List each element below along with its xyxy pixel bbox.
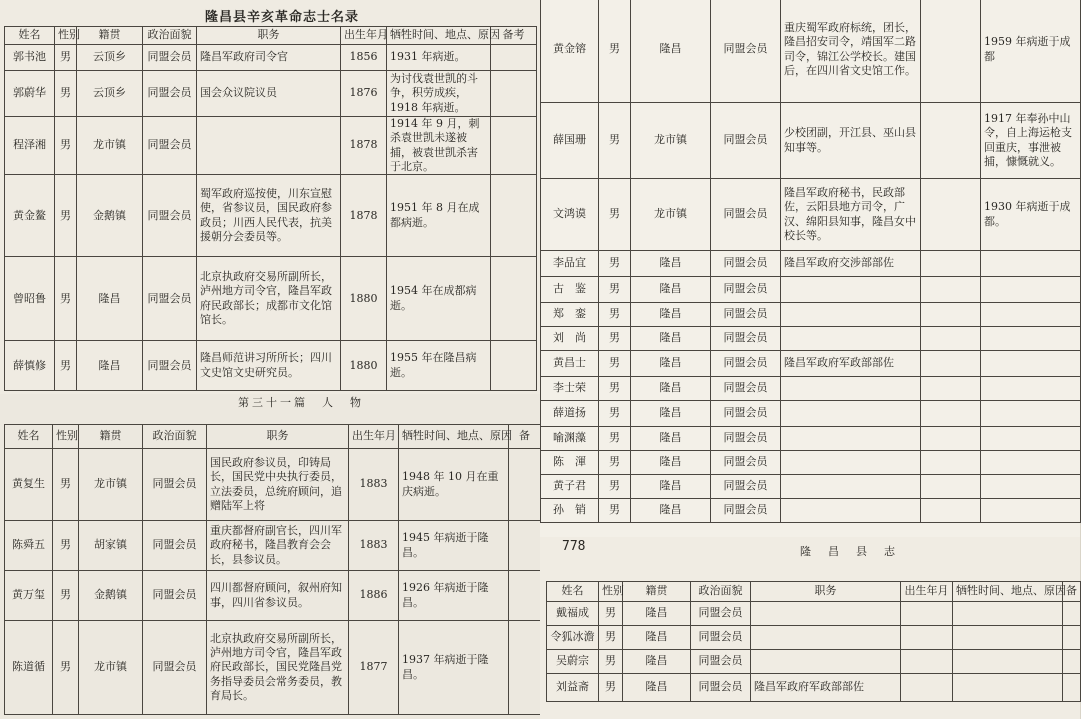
born-cell: [921, 0, 981, 103]
death-cell: [953, 650, 1063, 674]
roster-table-bottom-left: [4, 424, 541, 715]
name-cell: 令狐冰澹: [547, 626, 599, 650]
column-header: 牺牲时间、地点、原因: [953, 582, 1063, 602]
born-cell: [921, 451, 981, 475]
post-cell: 隆昌师范讲习所所长；四川文史馆文史研究员。: [197, 341, 341, 391]
sex-cell: 男: [599, 674, 623, 702]
name-cell: 黄昌士: [541, 351, 599, 377]
sex-cell: 男: [55, 71, 77, 117]
table-row: [541, 0, 1081, 103]
death-cell: 1959 年病逝于成都: [981, 0, 1081, 103]
table-row: [5, 521, 541, 571]
born-cell: [921, 327, 981, 351]
political-cell: 同盟会员: [143, 175, 197, 257]
post-cell: [751, 626, 901, 650]
death-cell: [981, 303, 1081, 327]
origin-cell: 隆昌: [631, 377, 711, 401]
table-row: [5, 571, 541, 621]
origin-cell: 隆昌: [631, 475, 711, 499]
born-cell: [921, 499, 981, 523]
name-cell: 陈舜五: [5, 521, 53, 571]
note-cell: [491, 175, 537, 257]
roster-table-top-right: [540, 0, 1081, 523]
sex-cell: 男: [599, 377, 631, 401]
death-cell: [953, 626, 1063, 650]
origin-cell: 龙市镇: [77, 117, 143, 175]
political-cell: 同盟会员: [691, 626, 751, 650]
table-row: [5, 449, 541, 521]
post-cell: 隆昌军政府军政部部佐: [781, 351, 921, 377]
bottom-left-page: [0, 394, 540, 719]
page-number: 778: [562, 539, 586, 554]
born-cell: [901, 674, 953, 702]
political-cell: 同盟会员: [711, 179, 781, 251]
post-cell: 蜀军政府巡按使，川东宣慰使，省参议员，国民政府参政员；川西人民代表，抗美援朝分会委员等。: [197, 175, 341, 257]
political-cell: 同盟会员: [711, 251, 781, 277]
sex-cell: 男: [599, 303, 631, 327]
note-cell: [509, 571, 541, 621]
note-cell: [509, 521, 541, 571]
post-cell: [781, 475, 921, 499]
name-cell: 郭书池: [5, 45, 55, 71]
table-row: [541, 103, 1081, 179]
column-header: 备: [1063, 582, 1081, 602]
political-cell: 同盟会员: [711, 499, 781, 523]
born-cell: [921, 251, 981, 277]
born-cell: [921, 351, 981, 377]
post-cell: 国会众议院议员: [197, 71, 341, 117]
note-cell: [1063, 650, 1081, 674]
post-cell: 重庆都督府副官长，四川军政府秘书，隆昌教育会会长，县参议员。: [207, 521, 349, 571]
political-cell: 同盟会员: [711, 0, 781, 103]
political-cell: 同盟会员: [711, 451, 781, 475]
section-header: 第三十一篇 人 物: [238, 396, 364, 409]
column-header: 备考: [491, 27, 537, 45]
death-cell: [981, 451, 1081, 475]
name-cell: 黄金鳌: [5, 175, 55, 257]
post-cell: [781, 499, 921, 523]
post-cell: 北京执政府交易所副所长，泸州地方司令官，隆昌军政府民政部长；成都市文化馆馆长。: [197, 257, 341, 341]
table-header-row: [547, 582, 1081, 602]
sex-cell: 男: [599, 401, 631, 427]
political-cell: 同盟会员: [711, 327, 781, 351]
post-cell: 重庆蜀军政府标统，团长，隆昌招安司令，靖国军二路司令，锦江公学校长。建国后，在四川省文史馆工作。: [781, 0, 921, 103]
death-cell: [981, 277, 1081, 303]
sex-cell: 男: [53, 571, 79, 621]
political-cell: 同盟会员: [143, 71, 197, 117]
table-row: [5, 341, 537, 391]
post-cell: [781, 303, 921, 327]
origin-cell: 龙市镇: [631, 179, 711, 251]
sex-cell: 男: [599, 451, 631, 475]
sex-cell: 男: [55, 341, 77, 391]
born-cell: 1878: [341, 175, 387, 257]
origin-cell: 隆昌: [623, 626, 691, 650]
table-row: [541, 327, 1081, 351]
note-cell: [491, 257, 537, 341]
death-cell: [953, 602, 1063, 626]
origin-cell: 隆昌: [631, 327, 711, 351]
death-cell: 1914 年 9 月，刺杀袁世凯未遂被捕，被袁世凯杀害于北京。: [387, 117, 491, 175]
note-cell: [1063, 674, 1081, 702]
origin-cell: 龙市镇: [631, 103, 711, 179]
name-cell: 薛慎修: [5, 341, 55, 391]
sex-cell: 男: [599, 0, 631, 103]
table-row: [5, 257, 537, 341]
table-row: [5, 71, 537, 117]
political-cell: 同盟会员: [143, 257, 197, 341]
post-cell: [751, 650, 901, 674]
table-row: [547, 650, 1081, 674]
sex-cell: 男: [53, 621, 79, 715]
death-cell: 1954 年在成都病逝。: [387, 257, 491, 341]
post-cell: [781, 401, 921, 427]
column-header: 职务: [207, 425, 349, 449]
name-cell: 薛道扬: [541, 401, 599, 427]
origin-cell: 隆昌: [631, 401, 711, 427]
name-cell: 刘益斋: [547, 674, 599, 702]
post-cell: [751, 602, 901, 626]
born-cell: 1883: [349, 449, 399, 521]
origin-cell: 胡家镇: [79, 521, 143, 571]
political-cell: 同盟会员: [143, 571, 207, 621]
table-row: [541, 451, 1081, 475]
table-row: [541, 427, 1081, 451]
born-cell: [901, 626, 953, 650]
death-cell: 1955 年在隆昌病逝。: [387, 341, 491, 391]
name-cell: 文鸿谟: [541, 179, 599, 251]
origin-cell: 隆昌: [631, 499, 711, 523]
born-cell: [901, 602, 953, 626]
death-cell: 1930 年病逝于成都。: [981, 179, 1081, 251]
column-header: 牺牲时间、地点、原因: [399, 425, 509, 449]
name-cell: 李品宜: [541, 251, 599, 277]
sex-cell: 男: [599, 277, 631, 303]
column-header: 出生年月: [349, 425, 399, 449]
born-cell: [921, 427, 981, 451]
name-cell: 陈道循: [5, 621, 53, 715]
note-cell: [491, 45, 537, 71]
note-cell: [491, 71, 537, 117]
column-header: 出生年月: [341, 27, 387, 45]
table-row: [5, 175, 537, 257]
sex-cell: 男: [599, 327, 631, 351]
name-cell: 古 鉴: [541, 277, 599, 303]
origin-cell: 隆昌: [623, 674, 691, 702]
political-cell: 同盟会员: [711, 427, 781, 451]
top-left-page: [0, 0, 540, 394]
name-cell: 李士荣: [541, 377, 599, 401]
political-cell: 同盟会员: [143, 117, 197, 175]
origin-cell: 隆昌: [77, 341, 143, 391]
sex-cell: 男: [599, 475, 631, 499]
name-cell: 吴蔚宗: [547, 650, 599, 674]
origin-cell: 隆昌: [631, 277, 711, 303]
roster-table-bottom-right: [546, 581, 1081, 702]
table-header-row: [5, 27, 537, 45]
origin-cell: 隆昌: [77, 257, 143, 341]
table-row: [541, 377, 1081, 401]
sex-cell: 男: [599, 179, 631, 251]
note-cell: [509, 449, 541, 521]
born-cell: 1883: [349, 521, 399, 571]
origin-cell: 隆昌: [631, 351, 711, 377]
death-cell: 1951 年 8 月在成都病逝。: [387, 175, 491, 257]
born-cell: 1880: [341, 257, 387, 341]
born-cell: [921, 475, 981, 499]
death-cell: 1917 年奉孙中山令，自上海运枪支回重庆，事泄被捕，慷慨就义。: [981, 103, 1081, 179]
post-cell: 隆昌军政府交涉部部佐: [781, 251, 921, 277]
roster-table-top-left: [4, 26, 537, 391]
name-cell: 程泽湘: [5, 117, 55, 175]
table-row: [541, 277, 1081, 303]
post-cell: [781, 277, 921, 303]
death-cell: [981, 351, 1081, 377]
column-header: 姓名: [5, 27, 55, 45]
death-cell: [981, 251, 1081, 277]
name-cell: 黄万玺: [5, 571, 53, 621]
name-cell: 孙 销: [541, 499, 599, 523]
origin-cell: 隆昌: [631, 427, 711, 451]
table-row: [547, 674, 1081, 702]
table-row: [541, 401, 1081, 427]
post-cell: [197, 117, 341, 175]
death-cell: 1948 年 10 月在重庆病逝。: [399, 449, 509, 521]
sex-cell: 男: [599, 351, 631, 377]
origin-cell: 隆昌: [631, 251, 711, 277]
born-cell: 1886: [349, 571, 399, 621]
name-cell: 黄子君: [541, 475, 599, 499]
bottom-right-page: [540, 537, 1080, 719]
column-header: 籍贯: [77, 27, 143, 45]
political-cell: 同盟会员: [711, 277, 781, 303]
born-cell: [921, 303, 981, 327]
book-header: 隆 昌 县 志: [800, 545, 898, 558]
born-cell: [921, 377, 981, 401]
death-cell: [981, 401, 1081, 427]
post-cell: [781, 451, 921, 475]
death-cell: [981, 499, 1081, 523]
sex-cell: 男: [55, 45, 77, 71]
name-cell: 陈 渾: [541, 451, 599, 475]
column-header: 性别: [599, 582, 623, 602]
born-cell: [921, 179, 981, 251]
political-cell: 同盟会员: [143, 521, 207, 571]
column-header: 政治面貌: [143, 27, 197, 45]
post-cell: 四川都督府顾问，叙州府知事，四川省参议员。: [207, 571, 349, 621]
column-header: 姓名: [547, 582, 599, 602]
origin-cell: 隆昌: [623, 650, 691, 674]
name-cell: 戴福成: [547, 602, 599, 626]
sex-cell: 男: [599, 499, 631, 523]
death-cell: [981, 475, 1081, 499]
origin-cell: 金鹅镇: [79, 571, 143, 621]
roster-title: 隆昌县辛亥革命志士名录: [205, 10, 360, 25]
sex-cell: 男: [55, 175, 77, 257]
political-cell: 同盟会员: [691, 650, 751, 674]
political-cell: 同盟会员: [711, 303, 781, 327]
born-cell: 1878: [341, 117, 387, 175]
column-header: 政治面貌: [691, 582, 751, 602]
column-header: 性别: [55, 27, 77, 45]
political-cell: 同盟会员: [711, 103, 781, 179]
table-row: [5, 621, 541, 715]
born-cell: 1877: [349, 621, 399, 715]
column-header: 姓名: [5, 425, 53, 449]
note-cell: [1063, 626, 1081, 650]
column-header: 籍贯: [623, 582, 691, 602]
born-cell: [921, 401, 981, 427]
origin-cell: 龙市镇: [79, 621, 143, 715]
origin-cell: 隆昌: [631, 0, 711, 103]
top-right-page: [540, 0, 1080, 537]
political-cell: 同盟会员: [711, 401, 781, 427]
table-row: [5, 45, 537, 71]
sex-cell: 男: [599, 103, 631, 179]
death-cell: [953, 674, 1063, 702]
name-cell: 郭蔚华: [5, 71, 55, 117]
origin-cell: 隆昌: [631, 303, 711, 327]
sex-cell: 男: [599, 650, 623, 674]
post-cell: 少校团副，开江县、巫山县知事等。: [781, 103, 921, 179]
death-cell: 1926 年病逝于隆昌。: [399, 571, 509, 621]
origin-cell: 隆昌: [631, 451, 711, 475]
born-cell: [901, 650, 953, 674]
born-cell: 1880: [341, 341, 387, 391]
column-header: 籍贯: [79, 425, 143, 449]
name-cell: 黄金镕: [541, 0, 599, 103]
sex-cell: 男: [55, 117, 77, 175]
sex-cell: 男: [55, 257, 77, 341]
column-header: 职务: [751, 582, 901, 602]
sex-cell: 男: [53, 521, 79, 571]
sex-cell: 男: [599, 427, 631, 451]
born-cell: [921, 103, 981, 179]
political-cell: 同盟会员: [691, 674, 751, 702]
note-cell: [491, 341, 537, 391]
born-cell: [921, 277, 981, 303]
political-cell: 同盟会员: [143, 621, 207, 715]
born-cell: 1876: [341, 71, 387, 117]
origin-cell: 云顶乡: [77, 45, 143, 71]
table-row: [541, 475, 1081, 499]
political-cell: 同盟会员: [143, 45, 197, 71]
political-cell: 同盟会员: [711, 377, 781, 401]
death-cell: 1937 年病逝于隆昌。: [399, 621, 509, 715]
table-row: [541, 499, 1081, 523]
political-cell: 同盟会员: [143, 449, 207, 521]
column-header: 职务: [197, 27, 341, 45]
origin-cell: 龙市镇: [79, 449, 143, 521]
sex-cell: 男: [599, 251, 631, 277]
sex-cell: 男: [599, 602, 623, 626]
post-cell: 北京执政府交易所副所长，泸州地方司令官，隆昌军政府民政部长，国民党隆昌党务指导委员会常务委员，教育局长。: [207, 621, 349, 715]
origin-cell: 隆昌: [623, 602, 691, 626]
table-row: [541, 251, 1081, 277]
column-header: 出生年月: [901, 582, 953, 602]
name-cell: 黄复生: [5, 449, 53, 521]
table-row: [547, 602, 1081, 626]
born-cell: 1856: [341, 45, 387, 71]
sex-cell: 男: [53, 449, 79, 521]
column-header: 备: [509, 425, 541, 449]
death-cell: [981, 427, 1081, 451]
column-header: 性别: [53, 425, 79, 449]
name-cell: 薛国珊: [541, 103, 599, 179]
table-row: [547, 626, 1081, 650]
origin-cell: 金鹅镇: [77, 175, 143, 257]
political-cell: 同盟会员: [711, 351, 781, 377]
column-header: 政治面貌: [143, 425, 207, 449]
political-cell: 同盟会员: [711, 475, 781, 499]
column-header: 牺牲时间、地点、原因: [387, 27, 491, 45]
sex-cell: 男: [599, 626, 623, 650]
death-cell: 1931 年病逝。: [387, 45, 491, 71]
post-cell: 隆昌军政府秘书，民政部佐，云阳县地方司令，广汉、绵阳县知事，隆昌女中校长等。: [781, 179, 921, 251]
origin-cell: 云顶乡: [77, 71, 143, 117]
post-cell: [781, 377, 921, 401]
political-cell: 同盟会员: [691, 602, 751, 626]
political-cell: 同盟会员: [143, 341, 197, 391]
name-cell: 刘 尚: [541, 327, 599, 351]
post-cell: 隆昌军政府司令官: [197, 45, 341, 71]
table-row: [541, 303, 1081, 327]
table-row: [541, 351, 1081, 377]
death-cell: 为讨伐袁世凯的斗争，积劳成疾，1918 年病逝。: [387, 71, 491, 117]
name-cell: 曾昭鲁: [5, 257, 55, 341]
name-cell: 郑 銮: [541, 303, 599, 327]
note-cell: [491, 117, 537, 175]
name-cell: 喻渊藻: [541, 427, 599, 451]
table-row: [5, 117, 537, 175]
post-cell: 国民政府参议员，印铸局长，国民党中央执行委员，立法委员，总统府顾问，追赠陆军上将: [207, 449, 349, 521]
death-cell: 1945 年病逝于隆昌。: [399, 521, 509, 571]
table-header-row: [5, 425, 541, 449]
table-row: [541, 179, 1081, 251]
post-cell: 隆昌军政府军政部部佐: [751, 674, 901, 702]
note-cell: [509, 621, 541, 715]
post-cell: [781, 327, 921, 351]
death-cell: [981, 327, 1081, 351]
post-cell: [781, 427, 921, 451]
death-cell: [981, 377, 1081, 401]
note-cell: [1063, 602, 1081, 626]
